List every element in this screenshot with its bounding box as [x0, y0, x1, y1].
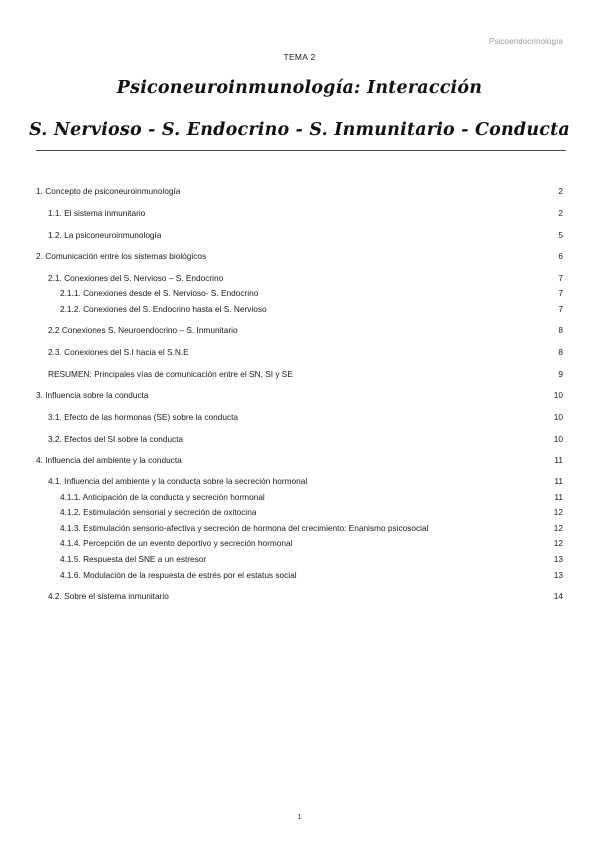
toc-entry-label: 3. Influencia sobre la conducta: [36, 390, 149, 400]
toc-entry-page: 11: [554, 455, 563, 465]
toc-entry-label: 4.1.4. Percepción de un evento deportivo y secreción hormonal: [60, 538, 293, 548]
page-number: 1: [297, 812, 302, 821]
toc-entry-page: 9: [558, 369, 563, 379]
toc-entry[interactable]: [60, 287, 563, 299]
toc-entry[interactable]: [48, 272, 563, 284]
toc-entry-page: 10: [553, 434, 563, 444]
toc-entry[interactable]: [48, 324, 563, 336]
toc-entry-page: 12: [553, 538, 563, 548]
toc-entry-page: 14: [553, 591, 563, 601]
toc-entry-page: 7: [558, 288, 563, 298]
toc-entry[interactable]: [60, 491, 563, 503]
toc-entry-label: 4.1.2. Estimulación sensorial y secreción de oxitocina: [60, 507, 257, 517]
toc-entry[interactable]: [48, 207, 563, 219]
toc-entry-label: 4.1.6. Modulación de la respuesta de estrés por el estatus social: [60, 570, 297, 580]
toc-entry[interactable]: [48, 590, 563, 602]
toc-entry[interactable]: [48, 368, 563, 380]
toc-entry-label: 4.1.1. Anticipación de la conducta y secreción hormonal: [60, 492, 265, 502]
document-title-line2: S. Nervioso - S. Endocrino - S. Inmunitario - Conducta: [29, 120, 570, 140]
toc-entry[interactable]: [60, 506, 563, 518]
toc-entry-label: 4.1. Influencia del ambiente y la conducta sobre la secreción hormonal: [48, 476, 308, 486]
toc-entry[interactable]: [60, 303, 563, 315]
toc-entry-page: 5: [558, 230, 563, 240]
toc-entry[interactable]: [60, 553, 563, 565]
toc-entry-page: 2: [558, 186, 563, 196]
toc-entry-page: 8: [558, 347, 563, 357]
toc-entry-page: 11: [554, 492, 563, 502]
toc-entry-page: 13: [553, 554, 563, 564]
toc-entry[interactable]: [48, 433, 563, 445]
toc-entry-page: 6: [558, 251, 563, 261]
toc-entry-page: 10: [553, 390, 563, 400]
document-title-line1: Psiconeuroinmunología: Interacción: [116, 78, 483, 98]
toc-entry-page: 10: [553, 412, 563, 422]
toc-entry[interactable]: [36, 389, 563, 401]
toc-entry-label: RESUMEN: Principales vías de comunicación entre el SN, SI y SE: [48, 369, 293, 379]
toc-entry-page: 8: [558, 325, 563, 335]
toc-entry[interactable]: [48, 475, 563, 487]
toc-entry-page: 12: [553, 507, 563, 517]
toc-entry[interactable]: [60, 537, 563, 549]
toc-entry-page: 2: [558, 208, 563, 218]
toc-entry-label: 4.1.5. Respuesta del SNE a un estresor: [60, 554, 207, 564]
tema-label: TEMA 2: [283, 52, 316, 62]
toc-entry-page: 12: [553, 523, 563, 533]
toc-entry-label: 3.1. Efecto de las hormonas (SE) sobre la conducta: [48, 412, 239, 422]
toc-entry-page: 7: [558, 273, 563, 283]
toc-entry[interactable]: [48, 229, 563, 241]
toc-entry[interactable]: [60, 522, 563, 534]
toc-entry[interactable]: [48, 346, 563, 358]
toc-entry[interactable]: [36, 185, 563, 197]
toc-entry-page: 11: [554, 476, 563, 486]
toc-entry-label: 3.2. Efectos del SI sobre la conducta: [48, 434, 184, 444]
toc-entry-label: 2.1.1. Conexiones desde el S. Nervioso- S. Endocrino: [60, 288, 259, 298]
toc-entry-label: 2.1. Conexiones del S. Nervioso – S. Endocrino: [48, 273, 224, 283]
toc-entry-page: 13: [553, 570, 563, 580]
toc-entry-label: 1. Concepto de psiconeuroinmunología: [36, 186, 181, 196]
toc-entry[interactable]: [60, 569, 563, 581]
toc-entry[interactable]: [36, 454, 563, 466]
toc-entry-label: 4.2. Sobre el sistema inmunitario: [48, 591, 169, 601]
toc-entry-label: 1.1. El sistema inmunitario: [48, 208, 146, 218]
toc-entry-label: 2. Comunicación entre los sistemas biológicos: [36, 251, 207, 261]
toc-entry[interactable]: [36, 250, 563, 262]
header-subject: Psicoendocrinología: [489, 37, 563, 46]
toc-entry-page: 7: [558, 304, 563, 314]
toc-entry-label: 2.2 Conexiones S. Neuroendocrino – S. Inmunitario: [48, 325, 238, 335]
toc-entry-label: 4.1.3. Estimulación sensorio-afectiva y secreción de hormona del crecimiento: Enanismo psicosocial: [60, 523, 429, 533]
toc-entry-label: 2.1.2. Conexiones del S. Endocrino hasta el S. Nervioso: [60, 304, 267, 314]
toc-entry-label: 1.2. La psiconeuroinmunología: [48, 230, 162, 240]
toc-entry-label: 2.3. Conexiones del S.I hacia el S.N.E: [48, 347, 189, 357]
toc-entry[interactable]: [48, 411, 563, 423]
toc-entry-label: 4. Influencia del ambiente y la conducta: [36, 455, 182, 465]
